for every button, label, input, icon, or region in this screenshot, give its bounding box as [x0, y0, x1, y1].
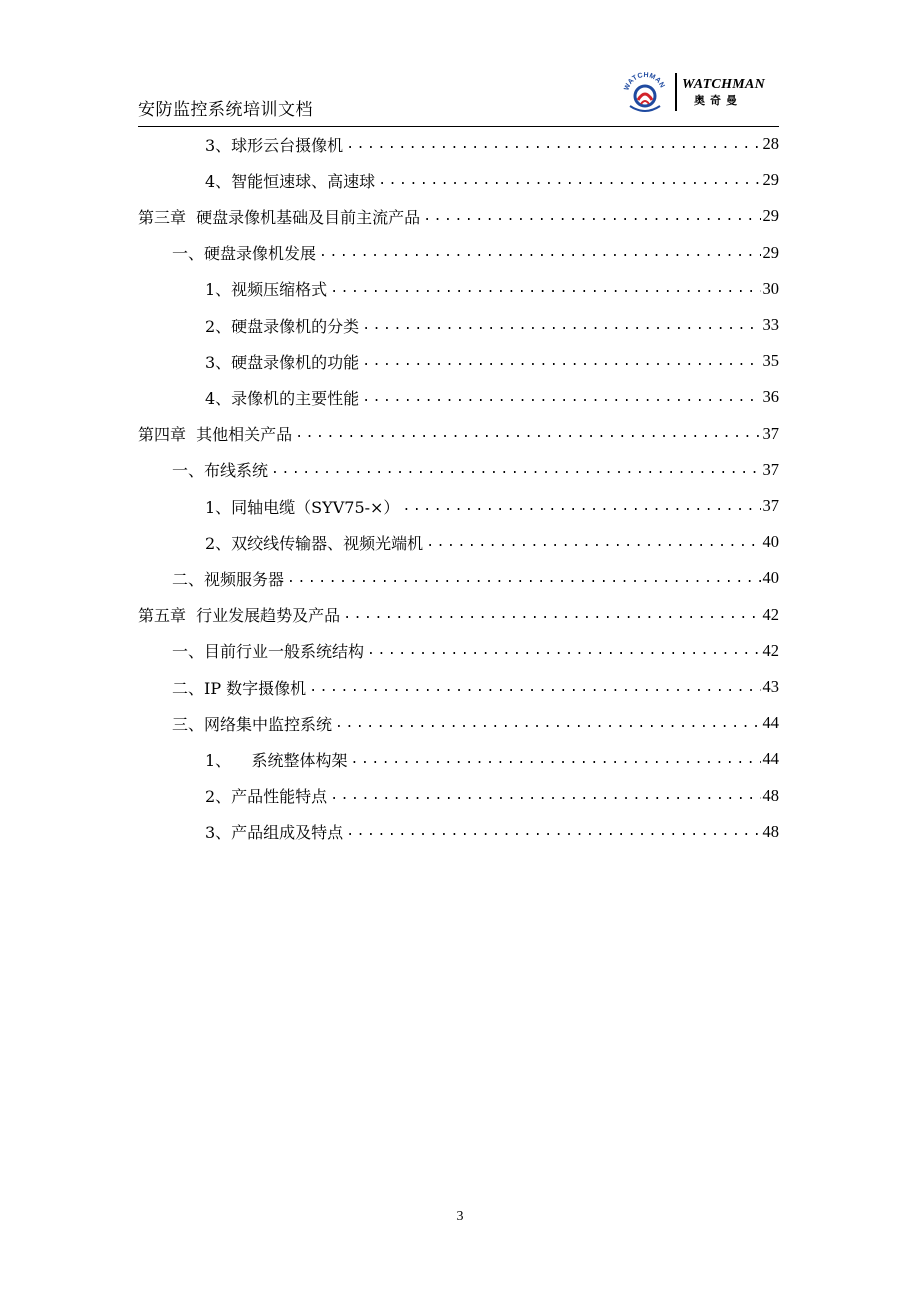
toc-entry[interactable] [138, 633, 779, 669]
page-number: 3 [456, 1209, 464, 1224]
toc-entry-page: 29 [762, 170, 779, 190]
toc-entry-title: 3、球形云台摄像机 [205, 135, 344, 155]
toc-dot-leader [330, 281, 760, 296]
toc-dot-leader [426, 535, 760, 550]
toc-entry-page: 29 [762, 242, 779, 262]
toc-entry-page: 30 [762, 278, 779, 298]
toc-entry-page: 42 [762, 640, 779, 660]
toc-dot-leader [287, 571, 760, 586]
svg-text:WATCHMAN [623, 72, 665, 92]
logo-english-name: WATCHMAN [682, 77, 766, 92]
toc-entry[interactable] [138, 307, 779, 343]
toc-entry-page: 40 [762, 532, 779, 552]
toc-entry-title: 1、同轴电缆（SYV75-×） [205, 497, 400, 517]
toc-entry-page: 37 [762, 423, 779, 443]
toc-entry[interactable] [138, 162, 779, 198]
toc-entry-page: 43 [762, 677, 779, 696]
toc-entry-title: 2、硬盘录像机的分类 [205, 316, 360, 336]
toc-entry-page: 29 [762, 206, 779, 226]
toc-entry[interactable] [138, 669, 779, 705]
toc-entry-title: 三、网络集中监控系统 [172, 714, 333, 734]
toc-entry[interactable] [138, 741, 779, 777]
toc-entry[interactable] [138, 705, 779, 741]
toc-dot-leader [346, 137, 760, 152]
toc-entry-page: 48 [762, 785, 779, 805]
logo-divider [675, 73, 677, 111]
toc-entry-title: 1、视频压缩格式 [205, 280, 328, 300]
toc-dot-leader [402, 499, 760, 514]
toc-dot-leader [362, 390, 760, 405]
toc-entry-title: 二、IP 数字摄像机 [172, 678, 307, 698]
toc-entry-title: 1、 系统整体构架 [205, 750, 348, 770]
toc-entry-page: 36 [762, 387, 779, 407]
toc-entry-page: 37 [762, 459, 779, 479]
toc-entry-title: 2、产品性能特点 [205, 787, 328, 807]
toc-entry[interactable] [138, 597, 779, 633]
logo-chinese-name: 奥奇曼 [694, 94, 742, 107]
toc-entry-page: 37 [762, 496, 779, 515]
toc-entry-title: 一、布线系统 [172, 461, 269, 481]
watchman-logo-icon [622, 70, 668, 114]
document-title: 安防监控系统培训文档 [138, 100, 313, 120]
toc-entry-page: 33 [762, 315, 779, 334]
toc-entry-title: 第三章 硬盘录像机基础及目前主流产品 [138, 207, 421, 227]
toc-entry-page: 44 [762, 713, 779, 733]
toc-entry-title: 第五章 行业发展趋势及产品 [138, 606, 341, 626]
toc-entry[interactable] [138, 814, 779, 850]
company-logo [622, 70, 772, 114]
toc-entry[interactable] [138, 778, 779, 814]
toc-entry[interactable] [138, 271, 779, 307]
toc-entry-page: 44 [762, 749, 779, 769]
toc-entry-title: 一、硬盘录像机发展 [172, 244, 317, 264]
toc-dot-leader [330, 788, 760, 803]
toc-entry-title: 第四章 其他相关产品 [138, 425, 293, 445]
toc-dot-leader [346, 824, 760, 839]
toc-dot-leader [343, 607, 760, 622]
toc-dot-leader [351, 752, 761, 767]
toc-dot-leader [378, 173, 760, 188]
toc-entry-page: 40 [762, 568, 779, 588]
toc-entry-title: 二、视频服务器 [172, 569, 285, 589]
toc-entry[interactable] [138, 524, 779, 560]
toc-dot-leader [319, 245, 760, 260]
toc-entry[interactable] [138, 343, 779, 379]
toc-dot-leader [423, 209, 760, 224]
toc-entry-title: 2、双绞线传输器、视频光端机 [205, 533, 424, 553]
toc-entry-page: 48 [762, 821, 779, 841]
toc-entry-title: 3、硬盘录像机的功能 [205, 352, 360, 372]
toc-entry[interactable] [138, 198, 779, 234]
toc-entry-page: 42 [762, 604, 779, 624]
toc-dot-leader [362, 318, 760, 333]
toc-entry[interactable] [138, 379, 779, 415]
logo-arc-text: WATCHMAN [623, 71, 666, 92]
toc-dot-leader [335, 716, 760, 731]
toc-entry-page: 35 [762, 351, 779, 371]
toc-entry-title: 一、目前行业一般系统结构 [172, 642, 365, 662]
toc-entry-title: 3、产品组成及特点 [205, 823, 344, 843]
toc-entry-title: 4、智能恒速球、高速球 [205, 171, 376, 191]
toc-entry-title: 4、录像机的主要性能 [205, 388, 360, 408]
toc-dot-leader [367, 643, 760, 658]
toc-entry[interactable] [138, 416, 779, 452]
toc-dot-leader [362, 354, 760, 369]
toc-entry[interactable] [138, 452, 779, 488]
toc-dot-leader [271, 462, 760, 477]
toc-entry[interactable] [138, 235, 779, 271]
toc-dot-leader [295, 426, 760, 441]
toc-entry-page: 28 [762, 134, 779, 153]
toc-entry[interactable] [138, 126, 779, 162]
toc-dot-leader [309, 680, 760, 695]
toc-entry[interactable] [138, 488, 779, 524]
toc-entry[interactable] [138, 560, 779, 596]
